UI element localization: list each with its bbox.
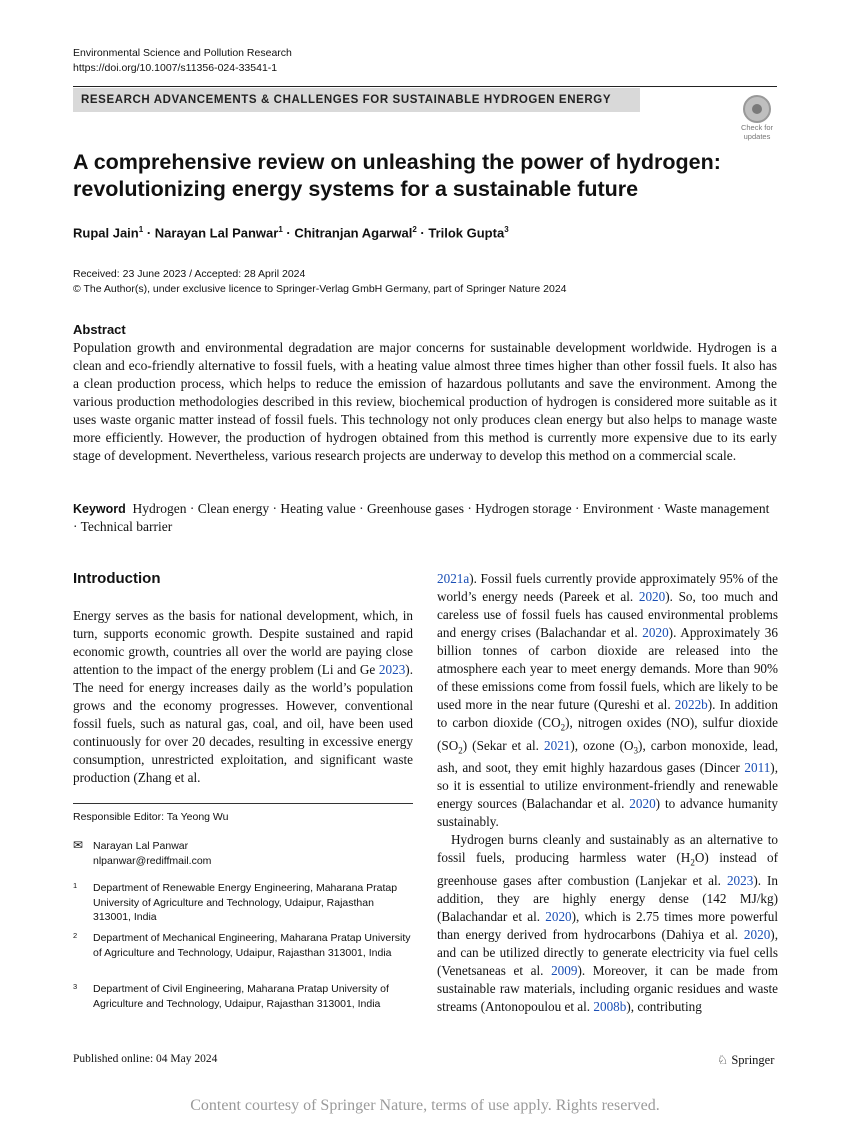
subscript: 2: [458, 745, 463, 756]
author-name[interactable]: Chitranjan Agarwal: [294, 225, 413, 241]
affiliation-number: 3: [73, 982, 78, 991]
text-run: ), which is 2.75 times more powerful than energy derived from hydrocarbons (Dahiya et al.: [437, 908, 778, 942]
check-for-updates-badge[interactable]: [736, 95, 778, 141]
left-column: [73, 607, 413, 787]
published-date: Published online: 04 May 2024: [73, 1053, 218, 1065]
citation-link[interactable]: 2021a: [437, 571, 470, 586]
envelope-icon: ✉: [73, 838, 84, 852]
text-run: ), and can be utilized directly to generate electricity via fuel cells (Venetsaneas et al.: [437, 926, 778, 978]
text-run: ). Fossil fuels currently provide approximately 95% of the world’s energy needs (Pareek et al.: [437, 571, 778, 604]
affiliation-2: [73, 931, 413, 960]
journal-header: [73, 46, 292, 76]
text-run: ). In addition to carbon dioxide (CO: [437, 697, 778, 730]
subscript: 2: [690, 857, 695, 868]
article-dates: [73, 267, 567, 297]
text-run: ) (Sekar et al.: [462, 737, 545, 753]
copyright-line: © The Author(s), under exclusive licence to Springer-Verlag GmbH Germany, part of Springer Nature 2024: [73, 283, 567, 295]
section-banner: RESEARCH ADVANCEMENTS & CHALLENGES FOR SUSTAINABLE HYDROGEN ENERGY: [73, 88, 640, 112]
affiliation-3: [73, 982, 413, 1011]
text-run: O) instead of greenhouse gases after combustion (Lanjekar et al.: [437, 850, 778, 888]
affiliation-number: 2: [73, 931, 78, 940]
author-affiliation: 2: [412, 225, 417, 234]
text-run: ), so it is essential to utilize environment-friendly and renewable energy sources (Balachandar et al.: [437, 760, 778, 812]
springer-logo: [717, 1052, 774, 1068]
author-list: Rupal Jain$^1$ · Narayan Lal Panwar$^1$ · Chitranjan Agarwal$^2$ · Trilok Gupta$^3$: [73, 225, 509, 241]
check-updates-icon: [743, 95, 771, 123]
citation-link[interactable]: 2020: [638, 589, 666, 604]
text-run: ), nitrogen oxides (NO), sulfur dioxide (SO: [437, 715, 778, 753]
citation-link[interactable]: 2020: [629, 796, 656, 812]
springer-horse-icon: ♘: [717, 1053, 729, 1067]
journal-name: Environmental Science and Pollution Research: [73, 47, 292, 59]
citation-link[interactable]: 2008b: [593, 998, 627, 1014]
citation-link[interactable]: 2021: [544, 737, 571, 753]
text-run: ). The need for energy increases daily as the world’s population grows and the economy progresses. However, conventional fossil fuels, such as natural gas, coal, and oil, have been used continuously for over 20 decades, resulting in excessive energy consumption, unrestricted exploitation, and significant waste production (Zhang et al.: [73, 662, 413, 785]
doi-link[interactable]: https://doi.org/10.1007/s11356-024-33541-1: [73, 62, 278, 74]
citation-link[interactable]: 2009: [551, 962, 578, 978]
contact-name: Narayan Lal Panwar: [93, 840, 189, 852]
text-run: ), ozone (O: [570, 737, 634, 753]
check-updates-text-2: updates: [743, 132, 771, 141]
text-run: ). In addition, they are highly energy dense (142 MJ/kg) (Balachandar et al.: [437, 872, 778, 924]
intro-paragraph: [73, 607, 413, 787]
abstract-text: Population growth and environmental degradation are major concerns for sustainable development worldwide. Hydrogen is a clean and eco-friendly alternative to fossil fuels, with a heating value almost three times higher than other fossil fuels. It also has a clean production process, which helps to reduce the emission of hazardous pollutants and save the environment. Among the various production methodologies described in this review, biochemical production of hydrogen is considered more suitable as it uses waste organic matter instead of fossil fuels. This technology not only produces clean energy but also helps to manage waste more efficiently. However, the production of hydrogen obtained from this method is currently more expensive due to its early stage of development. Nevertheless, various research projects are underway to develop this method on a commercial scale.: [73, 340, 777, 463]
received-accepted: Received: 23 June 2023 / Accepted: 28 April 2024: [73, 268, 306, 280]
subscript: 3: [633, 745, 639, 756]
text-run: Hydrogen burns cleanly and sustainably as an alternative to fossil fuels, producing harmless water (H: [437, 832, 778, 866]
keywords-text: Hydrogen · Clean energy · Heating value · Greenhouse gases · Hydrogen storage · Environment · Waste management · Technical barrier: [73, 501, 770, 534]
contact-email[interactable]: nlpanwar@rediffmail.com: [93, 854, 212, 867]
responsible-editor: Responsible Editor: Ta Yeong Wu: [73, 811, 229, 823]
affiliation-text: Department of Renewable Energy Engineering, Maharana Pratap University of Agriculture and Technology, Udaipur, Rajasthan 313001, India: [93, 882, 398, 923]
publisher-name: Springer: [731, 1053, 775, 1067]
subscript: 2: [560, 722, 566, 733]
intro-paragraph-cont: [437, 570, 778, 831]
text-run: ), contributing: [626, 998, 702, 1014]
author-name[interactable]: Trilok Gupta: [428, 225, 505, 241]
citation-link[interactable]: 2022b: [674, 697, 708, 712]
right-column: [437, 570, 778, 1016]
citation-link[interactable]: 2023: [726, 872, 754, 888]
author-name[interactable]: Rupal Jain: [73, 225, 139, 241]
citation-link[interactable]: 2020: [545, 908, 572, 924]
affiliation-text: Department of Mechanical Engineering, Maharana Pratap University of Agriculture and Technology, Udaipur, Rajasthan 313001, India: [93, 932, 411, 959]
text-run: ). Moreover, it can be made from sustainable raw materials, including organic residues and waste streams (Antonopoulou et al.: [437, 962, 778, 1014]
corresponding-author: [73, 839, 413, 868]
text-run: ). So, too much and careless use of fossil fuels has caused environmental problems and energy crises (Balachandar et al.: [437, 589, 778, 640]
footnote-rule: [73, 803, 413, 804]
affiliation-1: [73, 881, 413, 925]
affiliation-text: Department of Civil Engineering, Maharana Pratap University of Agriculture and Technology, Udaipur, Rajasthan 313001, India: [93, 983, 389, 1010]
text-run: ), carbon monoxide, lead, ash, and soot, they emit highly hazardous gases (Dincer: [437, 737, 779, 776]
check-updates-text: Check for: [740, 123, 774, 132]
citation-link[interactable]: 2020: [642, 625, 669, 640]
author-affiliation: 1: [278, 225, 283, 234]
author-affiliation: 3: [504, 225, 509, 234]
author-name[interactable]: Narayan Lal Panwar: [154, 225, 279, 241]
text-run: Energy serves as the basis for national development, which, in turn, supports economic growth. Despite sustained and rapid economic growth, countries all over the world are paying close attention to the impact of the energy problem (Li and Ge: [73, 608, 413, 677]
header-rule: [73, 86, 777, 87]
introduction-heading: Introduction: [73, 570, 161, 587]
citation-link[interactable]: 2011: [744, 760, 771, 776]
text-run: ). Approximately 36 billion tonnes of carbon dioxide are released into the atmosphere each year to meet energy demands. More than 90% of these emissions come from fossil fuels, which are likely to be used more in the near future (Qureshi et al.: [437, 625, 778, 712]
keywords-label: Keyword: [73, 502, 126, 516]
author-affiliation: 1: [138, 225, 144, 234]
intro-paragraph: [437, 831, 778, 1016]
affiliation-number: 1: [73, 881, 78, 890]
courtesy-watermark: Content courtesy of Springer Nature, terms of use apply. Rights reserved.: [190, 1097, 660, 1114]
citation-link[interactable]: 2020: [743, 926, 771, 942]
citation-link[interactable]: 2023: [378, 662, 406, 677]
text-run: ) to advance humanity sustainably.: [437, 796, 778, 830]
keywords: [73, 500, 777, 536]
article-title: A comprehensive review on unleashing the power of hydrogen: revolutionizing energy systems for a sustainable future: [73, 150, 721, 201]
abstract-heading: Abstract: [73, 322, 126, 337]
